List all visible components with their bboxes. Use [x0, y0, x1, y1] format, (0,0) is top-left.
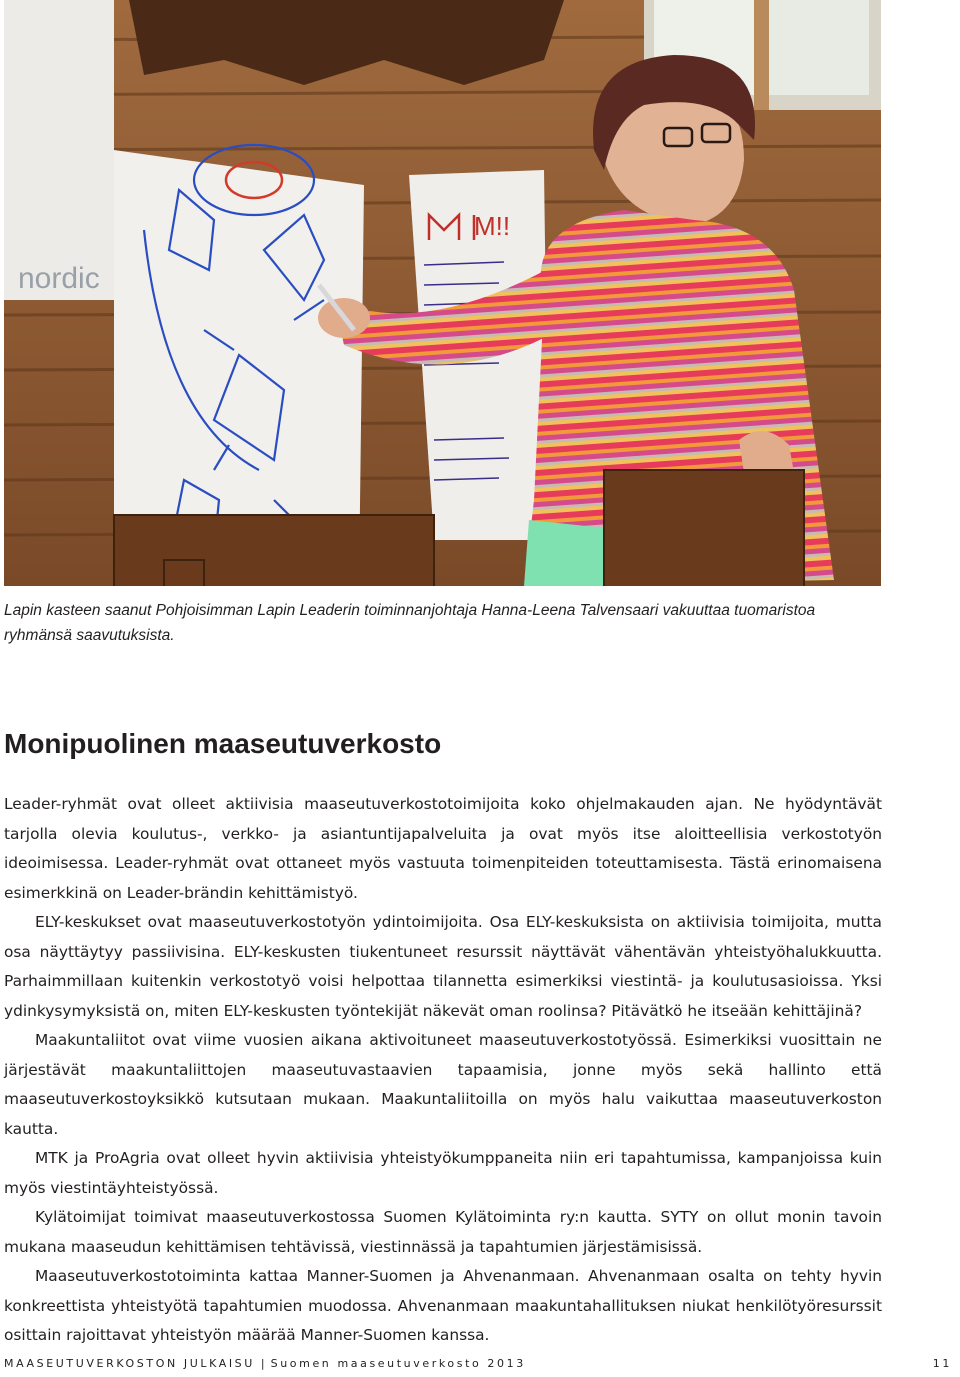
footer-publication-line: [4, 1357, 526, 1370]
body-text: [4, 790, 882, 1351]
footer-separator: |: [260, 1357, 265, 1370]
footer-title: Suomen maaseutuverkosto 2013: [270, 1357, 526, 1370]
section-heading: Monipuolinen maaseutuverkosto: [4, 728, 442, 759]
flipchart-m-text: M!!: [474, 211, 511, 241]
paragraph: Maaseutuverkostotoiminta kattaa Manner-Suomen ja Ahvenanmaan. Ahvenanmaan osalta on tehty hyvin konkreettista yhteistyötä tapahtumien muodossa. Ahvenanmaan maakuntahallituksen niukat henkilötyöresurssit osittain rajoittavat yhteistyön määrää Manner-Suomen kanssa.: [4, 1267, 882, 1344]
paragraph: ELY-keskukset ovat maaseutuverkostotyön ydintoimijoita. Osa ELY-keskuksista on aktiivisia toimijoita, mutta osa näyttäytyy passiivisina. ELY-keskusten tiukentuneet resurssit näyttävät vähentävän yhteistyöhalukkuutta. Parhaimmillaan kuitenkin verkostotyö voisi helpottaa tilannetta esimerkiksi viestintä- ja koulutusasioissa. Yksi ydinkysymyksistä on, miten ELY-keskusten työntekijät näkevät oman roolinsa? Pitävätkö he itseään kehittäjinä?: [4, 913, 882, 1020]
photo-caption: Lapin kasteen saanut Pohjoisimman Lapin Leaderin toiminnanjohtaja Hanna-Leena Talvensaari vakuuttaa tuomaristoa ryhmänsä saavutuksista.: [4, 602, 816, 644]
page-footer: [4, 1357, 952, 1375]
photo-image: [4, 0, 881, 586]
photo: [4, 0, 881, 586]
paragraph: Maakuntaliitot ovat viime vuosien aikana aktivoituneet maaseutuverkostotyössä. Esimerkiksi vuosittain ne järjestävät maakuntaliittojen maaseutuvastaavien tapaamisia, jonne myös sekä hallinto että maaseutuverkostoyksikkö kutsutaan mukaan. Maakuntaliitoilla on myös halu vaikuttaa maaseutuverkoston kautta.: [4, 1031, 882, 1138]
paragraph: Leader-ryhmät ovat olleet aktiivisia maaseutuverkostotoimijoita koko ohjelmakauden ajan. Ne hyödyntävät tarjolla olevia koulutus-, verkko- ja asiantuntijapalveluita ja ovat myös itse aloitteellisia verkostotyön ideoimisessa. Leader-ryhmät ovat ottaneet myös vastuuta toimenpiteiden toteuttamisesta. Tästä erinomaisena esimerkkinä on Leader-brändin kehittämistyö.: [4, 795, 882, 902]
paragraph: MTK ja ProAgria ovat olleet hyvin aktiivisia yhteistyökumppaneita niin eri tapahtumissa, kampanjoissa kuin myös viestintäyhteistyössä.: [4, 1149, 882, 1197]
page-number: 11: [932, 1357, 952, 1370]
flipchart-nordic-text: nordic: [18, 262, 100, 295]
paragraph: Kylätoimijat toimivat maaseutuverkostossa Suomen Kylätoiminta ry:n kautta. SYTY on ollut monin tavoin mukana maaseudun kehittämisen tehtävissä, viestinnässä ja tapahtumien järjestämisissä.: [4, 1208, 882, 1256]
footer-publication: MAASEUTUVERKOSTON JULKAISU: [4, 1357, 255, 1370]
